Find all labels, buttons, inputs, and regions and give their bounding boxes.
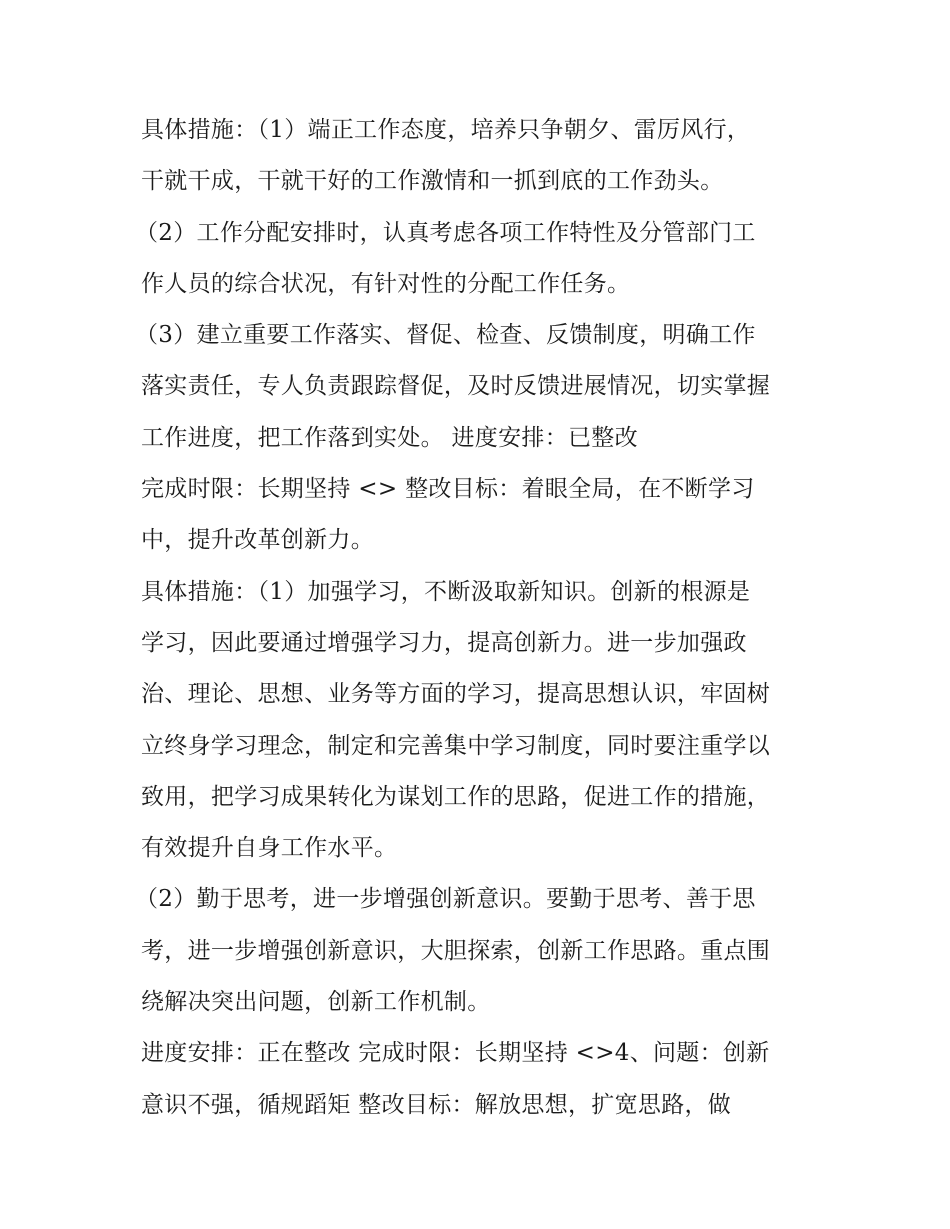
text-line: 考，进一步增强创新意识，大胆探索，创新工作思路。重点围	[141, 937, 771, 964]
text-line: 立终身学习理念，制定和完善集中学习制度，同时要注重学以	[141, 732, 771, 759]
text-line: 中，提升改革创新力。	[141, 527, 374, 554]
text-line: 干就干成，干就干好的工作激情和一抓到底的工作劲头。	[141, 168, 724, 195]
text-line: （2）工作分配安排时，认真考虑各项工作特性及分管部门工	[135, 219, 756, 246]
text-line: 落实责任，专人负责跟踪督促，及时反馈进展情况，切实掌握	[141, 373, 771, 400]
text-line: 绕解决突出问题，创新工作机制。	[141, 989, 491, 1016]
text-line: 具体措施：（1）加强学习，不断汲取新知识。创新的根源是	[141, 578, 751, 605]
text-line: 进度安排：正在整改 完成时限：长期坚持 <>4、问题：创新	[141, 1040, 770, 1067]
document-body	[135, 108, 831, 1134]
text-line: （3）建立重要工作落实、督促、检查、反馈制度，明确工作	[135, 322, 756, 349]
text-line: 工作进度，把工作落到实处。 进度安排：已整改	[141, 424, 638, 451]
text-line: 有效提升自身工作水平。	[141, 835, 398, 862]
text-line: 作人员的综合状况，有针对性的分配工作任务。	[141, 270, 631, 297]
text-line: 治、理论、思想、业务等方面的学习，提高思想认识，牢固树	[141, 681, 771, 708]
text-line: 完成时限：长期坚持 <> 整改目标：着眼全局，在不断学习	[141, 476, 755, 503]
text-line: （2）勤于思考，进一步增强创新意识。要勤于思考、善于思	[135, 886, 756, 913]
text-line: 致用，把学习成果转化为谋划工作的思路，促进工作的措施，	[141, 783, 771, 810]
text-line: 具体措施：（1）端正工作态度，培养只争朝夕、雷厉风行，	[141, 117, 751, 143]
text-line: 学习，因此要通过增强学习力，提高创新力。进一步加强政	[141, 629, 747, 656]
text-line: 意识不强，循规蹈矩 整改目标：解放思想，扩宽思路，做	[141, 1091, 732, 1118]
